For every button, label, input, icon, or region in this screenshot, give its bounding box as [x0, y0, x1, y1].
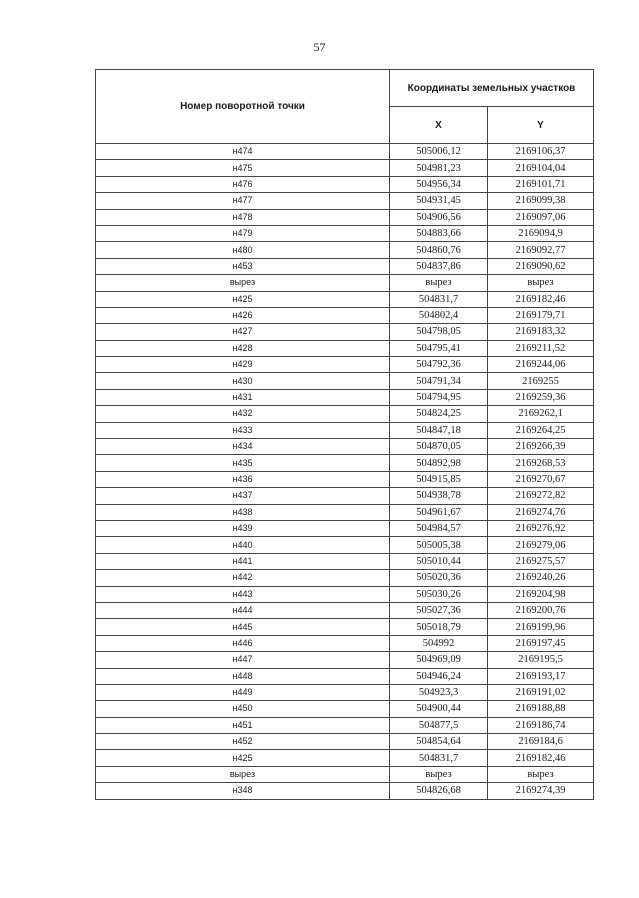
- y-coordinate-cell: 2169274,39: [488, 783, 594, 799]
- table-row: [96, 652, 594, 668]
- point-number-cell: н443: [96, 586, 390, 602]
- table-row: [96, 307, 594, 323]
- table-row: [96, 734, 594, 750]
- point-number-cell: н450: [96, 701, 390, 717]
- y-coordinate-cell: 2169191,02: [488, 684, 594, 700]
- y-coordinate-cell: 2169106,37: [488, 144, 594, 160]
- x-coordinate-cell: 504956,34: [390, 176, 488, 192]
- x-coordinate-cell: 504906,56: [390, 209, 488, 225]
- x-coordinate-cell: 504900,44: [390, 701, 488, 717]
- table-row: [96, 635, 594, 651]
- point-number-cell: н441: [96, 553, 390, 569]
- x-coordinate-cell: 504883,66: [390, 225, 488, 241]
- x-coordinate-cell: 505010,44: [390, 553, 488, 569]
- header-point-number: Номер поворотной точки: [96, 70, 390, 144]
- table-row: [96, 783, 594, 799]
- table-row: [96, 488, 594, 504]
- x-coordinate-cell: 504860,76: [390, 242, 488, 258]
- table-row: [96, 471, 594, 487]
- point-number-cell: н475: [96, 160, 390, 176]
- y-coordinate-cell: 2169186,74: [488, 717, 594, 733]
- x-coordinate-cell: 505030,26: [390, 586, 488, 602]
- table-row: [96, 209, 594, 225]
- x-coordinate-cell: 504831,7: [390, 750, 488, 766]
- table-row: [96, 766, 594, 782]
- y-coordinate-cell: 2169195,5: [488, 652, 594, 668]
- table-row: [96, 225, 594, 241]
- x-coordinate-cell: 504831,7: [390, 291, 488, 307]
- x-coordinate-cell: 504931,45: [390, 193, 488, 209]
- x-coordinate-cell: 504854,64: [390, 734, 488, 750]
- y-coordinate-cell: 2169244,06: [488, 357, 594, 373]
- y-coordinate-cell: 2169183,32: [488, 324, 594, 340]
- table-row: [96, 193, 594, 209]
- x-coordinate-cell: 504915,85: [390, 471, 488, 487]
- x-coordinate-cell: 504791,34: [390, 373, 488, 389]
- x-coordinate-cell: 505020,36: [390, 570, 488, 586]
- y-coordinate-cell: 2169279,06: [488, 537, 594, 553]
- point-number-cell: н430: [96, 373, 390, 389]
- y-coordinate-cell: 2169092,77: [488, 242, 594, 258]
- x-coordinate-cell: 504847,18: [390, 422, 488, 438]
- y-coordinate-cell: 2169268,53: [488, 455, 594, 471]
- table-row: [96, 324, 594, 340]
- x-coordinate-cell: 504798,05: [390, 324, 488, 340]
- y-coordinate-cell: 2169266,39: [488, 439, 594, 455]
- x-coordinate-cell: 505006,12: [390, 144, 488, 160]
- y-coordinate-cell: 2169179,71: [488, 307, 594, 323]
- point-number-cell: н425: [96, 291, 390, 307]
- table-row: [96, 357, 594, 373]
- x-coordinate-cell: 504795,41: [390, 340, 488, 356]
- x-coordinate-cell: вырез: [390, 766, 488, 782]
- point-number-cell: н427: [96, 324, 390, 340]
- y-coordinate-cell: вырез: [488, 766, 594, 782]
- y-coordinate-cell: 2169182,46: [488, 291, 594, 307]
- point-number-cell: н474: [96, 144, 390, 160]
- point-number-cell: н479: [96, 225, 390, 241]
- table-row: [96, 258, 594, 274]
- point-number-cell: н447: [96, 652, 390, 668]
- coordinates-table: [95, 69, 594, 800]
- y-coordinate-cell: 2169272,82: [488, 488, 594, 504]
- point-number-cell: н436: [96, 471, 390, 487]
- y-coordinate-cell: 2169274,76: [488, 504, 594, 520]
- table-row: [96, 160, 594, 176]
- y-coordinate-cell: 2169262,1: [488, 406, 594, 422]
- table-row: [96, 242, 594, 258]
- point-number-cell: н432: [96, 406, 390, 422]
- point-number-cell: н451: [96, 717, 390, 733]
- x-coordinate-cell: 504992: [390, 635, 488, 651]
- table-row: [96, 750, 594, 766]
- table-row: [96, 406, 594, 422]
- point-number-cell: н480: [96, 242, 390, 258]
- x-coordinate-cell: 504938,78: [390, 488, 488, 504]
- table-row: [96, 275, 594, 291]
- table-row: [96, 340, 594, 356]
- y-coordinate-cell: 2169264,25: [488, 422, 594, 438]
- point-number-cell: н442: [96, 570, 390, 586]
- y-coordinate-cell: 2169199,96: [488, 619, 594, 635]
- y-coordinate-cell: 2169200,76: [488, 602, 594, 618]
- y-coordinate-cell: 2169101,71: [488, 176, 594, 192]
- x-coordinate-cell: вырез: [390, 275, 488, 291]
- point-number-cell: вырез: [96, 766, 390, 782]
- table-row: [96, 144, 594, 160]
- header-x: X: [390, 107, 488, 144]
- y-coordinate-cell: 2169182,46: [488, 750, 594, 766]
- y-coordinate-cell: 2169276,92: [488, 520, 594, 536]
- x-coordinate-cell: 504984,57: [390, 520, 488, 536]
- y-coordinate-cell: 2169104,04: [488, 160, 594, 176]
- point-number-cell: н440: [96, 537, 390, 553]
- coordinates-table-body: [96, 70, 594, 800]
- point-number-cell: вырез: [96, 275, 390, 291]
- y-coordinate-cell: 2169270,67: [488, 471, 594, 487]
- point-number-cell: н429: [96, 357, 390, 373]
- point-number-cell: н426: [96, 307, 390, 323]
- y-coordinate-cell: 2169197,45: [488, 635, 594, 651]
- point-number-cell: н452: [96, 734, 390, 750]
- x-coordinate-cell: 504877,5: [390, 717, 488, 733]
- table-row: [96, 586, 594, 602]
- point-number-cell: н437: [96, 488, 390, 504]
- point-number-cell: н449: [96, 684, 390, 700]
- y-coordinate-cell: 2169211,52: [488, 340, 594, 356]
- table-row: [96, 717, 594, 733]
- x-coordinate-cell: 505018,79: [390, 619, 488, 635]
- table-row: [96, 504, 594, 520]
- point-number-cell: н435: [96, 455, 390, 471]
- table-row: [96, 537, 594, 553]
- x-coordinate-cell: 504892,98: [390, 455, 488, 471]
- table-row: [96, 176, 594, 192]
- table-row: [96, 619, 594, 635]
- x-coordinate-cell: 504837,86: [390, 258, 488, 274]
- point-number-cell: н431: [96, 389, 390, 405]
- x-coordinate-cell: 504792,36: [390, 357, 488, 373]
- table-row: [96, 668, 594, 684]
- point-number-cell: н444: [96, 602, 390, 618]
- point-number-cell: н348: [96, 783, 390, 799]
- point-number-cell: н448: [96, 668, 390, 684]
- table-row: [96, 701, 594, 717]
- y-coordinate-cell: 2169184,6: [488, 734, 594, 750]
- point-number-cell: н446: [96, 635, 390, 651]
- y-coordinate-cell: вырез: [488, 275, 594, 291]
- x-coordinate-cell: 505027,36: [390, 602, 488, 618]
- y-coordinate-cell: 2169090,62: [488, 258, 594, 274]
- y-coordinate-cell: 2169255: [488, 373, 594, 389]
- point-number-cell: н477: [96, 193, 390, 209]
- point-number-cell: н453: [96, 258, 390, 274]
- x-coordinate-cell: 504794,95: [390, 389, 488, 405]
- x-coordinate-cell: 504824,25: [390, 406, 488, 422]
- y-coordinate-cell: 2169188,88: [488, 701, 594, 717]
- y-coordinate-cell: 2169099,38: [488, 193, 594, 209]
- header-row-top: [96, 70, 594, 107]
- x-coordinate-cell: 504923,3: [390, 684, 488, 700]
- table-row: [96, 570, 594, 586]
- table-row: [96, 389, 594, 405]
- point-number-cell: н438: [96, 504, 390, 520]
- table-row: [96, 553, 594, 569]
- x-coordinate-cell: 504946,24: [390, 668, 488, 684]
- x-coordinate-cell: 504826,68: [390, 783, 488, 799]
- table-row: [96, 373, 594, 389]
- y-coordinate-cell: 2169097,06: [488, 209, 594, 225]
- point-number-cell: н428: [96, 340, 390, 356]
- table-row: [96, 291, 594, 307]
- table-row: [96, 422, 594, 438]
- x-coordinate-cell: 504802,4: [390, 307, 488, 323]
- table-row: [96, 602, 594, 618]
- table-row: [96, 455, 594, 471]
- point-number-cell: н434: [96, 439, 390, 455]
- point-number-cell: н433: [96, 422, 390, 438]
- y-coordinate-cell: 2169094,9: [488, 225, 594, 241]
- y-coordinate-cell: 2169275,57: [488, 553, 594, 569]
- x-coordinate-cell: 504981,23: [390, 160, 488, 176]
- page-number: 57: [313, 40, 326, 54]
- y-coordinate-cell: 2169193,17: [488, 668, 594, 684]
- x-coordinate-cell: 504961,67: [390, 504, 488, 520]
- table-row: [96, 439, 594, 455]
- point-number-cell: н439: [96, 520, 390, 536]
- y-coordinate-cell: 2169259,36: [488, 389, 594, 405]
- point-number-cell: н425: [96, 750, 390, 766]
- header-y: Y: [488, 107, 594, 144]
- point-number-cell: н445: [96, 619, 390, 635]
- y-coordinate-cell: 2169240,26: [488, 570, 594, 586]
- table-row: [96, 684, 594, 700]
- x-coordinate-cell: 505005,38: [390, 537, 488, 553]
- point-number-cell: н478: [96, 209, 390, 225]
- x-coordinate-cell: 504870,05: [390, 439, 488, 455]
- point-number-cell: н476: [96, 176, 390, 192]
- y-coordinate-cell: 2169204,98: [488, 586, 594, 602]
- table-row: [96, 520, 594, 536]
- x-coordinate-cell: 504969,09: [390, 652, 488, 668]
- header-coordinates: Координаты земельных участков: [390, 70, 594, 107]
